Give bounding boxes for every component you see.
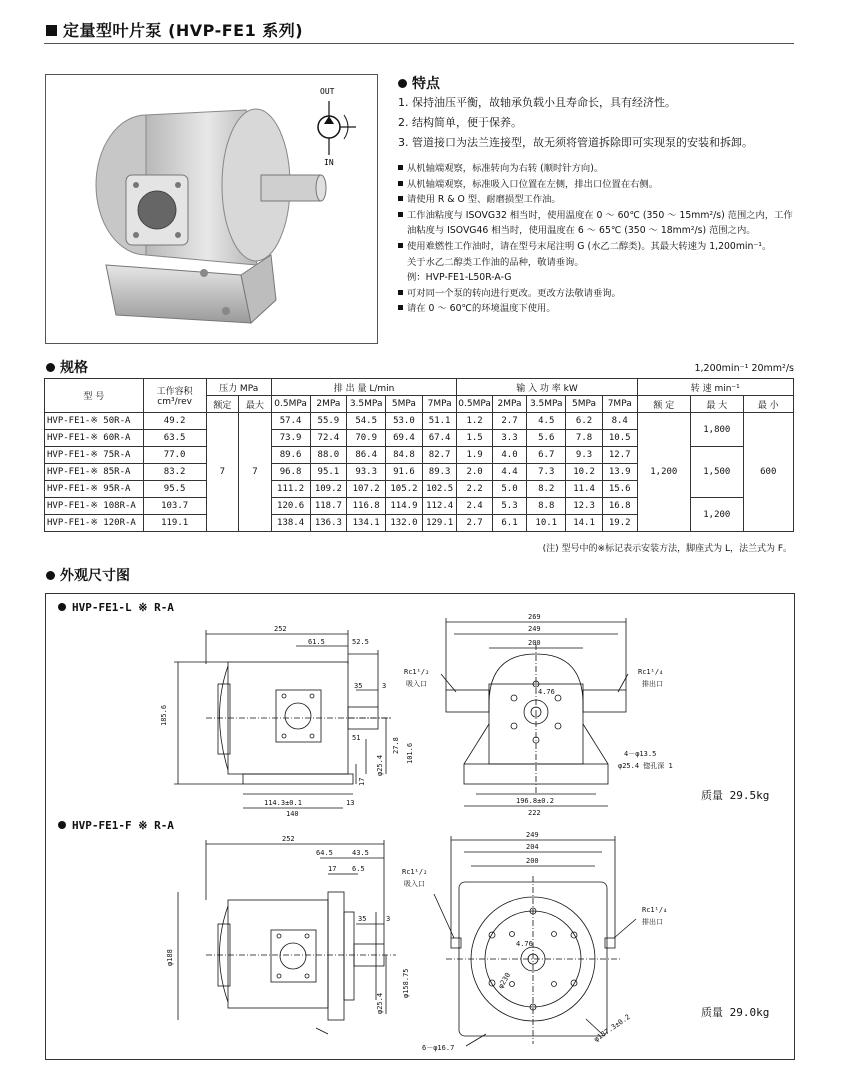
dim-label: 249: [526, 831, 539, 839]
foot-mass: 质量 29.5kg: [701, 789, 770, 802]
features-numbered-list: [398, 93, 753, 153]
list-item: 请在 0 ～ 60℃的环境温度下使用。: [398, 301, 794, 317]
dim-label: 140: [286, 810, 299, 818]
table-cell: 15.6: [602, 481, 637, 498]
table-cell: 1.5: [457, 430, 492, 447]
dim-label: φ188: [166, 949, 174, 966]
square-bullet-icon: [398, 212, 403, 217]
table-cell: 103.7: [143, 498, 206, 515]
list-item-cont: 关于水乙二醇类工作油的品种，敬请垂询。: [407, 256, 584, 268]
th-max: 最大: [239, 396, 272, 413]
table-cell: 119.1: [143, 515, 206, 532]
flange-mass: 质量 29.0kg: [701, 1006, 770, 1019]
dim-label: φ230: [496, 971, 513, 990]
table-cell: 132.0: [386, 515, 423, 532]
table-cell: 88.0: [310, 447, 347, 464]
dim-label: 17: [358, 777, 366, 786]
feature-item: 3. 管道接口为法兰连接型，故无须将管道拆除即可实现泵的安装和拆卸。: [398, 136, 753, 149]
table-cell: 89.6: [271, 447, 310, 464]
dim-label: 4.76: [516, 940, 533, 948]
dim-label: 17: [328, 865, 337, 873]
square-bullet-icon: [398, 181, 403, 186]
dim-label: 6.5: [352, 865, 365, 873]
list-item-cont: 油粘度与 ISOVG46 相当时，使用温度在 6 ～ 65℃ (350 ～ 18mm²/s) 范围之内。: [407, 225, 756, 237]
dim-label: φ187.3±0.2: [592, 1012, 632, 1044]
dimension-drawings: [46, 594, 794, 1059]
th-p: 5MPa: [386, 396, 423, 413]
table-cell: 1,500: [691, 447, 743, 498]
table-cell: 63.5: [143, 430, 206, 447]
table-cell: 95.1: [310, 464, 347, 481]
dim-label: Rc1¹/₄: [638, 668, 664, 676]
table-row: [45, 413, 794, 430]
table-cell: 70.9: [347, 430, 386, 447]
dim-label: 4－φ13.5: [624, 750, 657, 758]
features-heading: 特点: [398, 73, 440, 93]
table-cell: 12.7: [602, 447, 637, 464]
table-cell: 89.3: [422, 464, 457, 481]
dim-label: 35: [358, 915, 367, 923]
table-cell: 4.0: [492, 447, 527, 464]
table-cell: HVP-FE1-※ 75R-A: [45, 447, 144, 464]
table-cell: 6.1: [492, 515, 527, 532]
title-square-icon: [46, 25, 57, 36]
bullet-dot-icon: [46, 571, 55, 580]
th-p: 0.5MPa: [457, 396, 492, 413]
table-cell: HVP-FE1-※ 95R-A: [45, 481, 144, 498]
dimensions-heading: 外观尺寸图: [46, 565, 130, 585]
table-cell: 111.2: [271, 481, 310, 498]
flange-front-view: [434, 836, 636, 1046]
table-cell: 96.8: [271, 464, 310, 481]
dim-label: 101.6: [406, 742, 414, 764]
table-cell: 51.1: [422, 413, 457, 430]
dim-label: 61.5: [308, 638, 325, 646]
port-label: 排出口: [642, 680, 663, 688]
bullet-dot-icon: [398, 79, 407, 88]
dim-label: 269: [528, 613, 541, 621]
dim-label: 222: [528, 809, 541, 817]
dim-label: 51: [352, 734, 361, 742]
table-cell: HVP-FE1-※ 50R-A: [45, 413, 144, 430]
th-p: 3.5MPa: [527, 396, 566, 413]
th-capacity: 工作容积 cm³/rev: [143, 379, 206, 413]
table-cell: 134.1: [347, 515, 386, 532]
table-cell: 53.0: [386, 413, 423, 430]
table-cell: 69.4: [386, 430, 423, 447]
table-cell: 8.2: [527, 481, 566, 498]
feature-item: 2. 结构简单，便于保养。: [398, 116, 522, 129]
table-cell: HVP-FE1-※ 60R-A: [45, 430, 144, 447]
list-item: 从机轴端观察，标准吸入口位置在左侧，排出口位置在右侧。: [398, 177, 794, 193]
dim-label: 185.6: [160, 704, 168, 726]
dim-label: φ158.75: [402, 968, 410, 998]
table-cell: 1,800: [691, 413, 743, 447]
table-cell: 8.8: [527, 498, 566, 515]
th-speed: 转 速 min⁻¹: [637, 379, 793, 396]
square-bullet-icon: [398, 196, 403, 201]
square-bullet-icon: [398, 243, 403, 248]
table-cell: 5.6: [527, 430, 566, 447]
dim-label: 204: [526, 843, 539, 851]
dim-label: 3: [382, 682, 387, 690]
th-p: 7MPa: [602, 396, 637, 413]
table-cell: 67.4: [422, 430, 457, 447]
table-cell: 4.5: [527, 413, 566, 430]
table-cell: 5.0: [492, 481, 527, 498]
table-cell: 95.5: [143, 481, 206, 498]
table-cell: 2.4: [457, 498, 492, 515]
table-cell: 19.2: [602, 515, 637, 532]
specs-condition: 1,200min⁻¹ 20mm²/s: [694, 363, 794, 374]
symbol-out-label: OUT: [320, 87, 335, 96]
list-item: 可对同一个泵的转向进行更改。更改方法敬请垂询。: [398, 286, 794, 302]
port-label: 吸入口: [404, 880, 425, 888]
table-cell: 2.0: [457, 464, 492, 481]
table-cell: 2.7: [457, 515, 492, 532]
dim-label: 13: [346, 799, 355, 807]
bullet-dot-icon: [58, 603, 66, 611]
th-rated: 额定: [206, 396, 239, 413]
square-bullet-icon: [398, 290, 403, 295]
dim-label: 4.76: [538, 688, 555, 696]
table-cell: 105.2: [386, 481, 423, 498]
spec-table: [44, 378, 794, 532]
pump-illustration: [46, 75, 377, 343]
specs-heading: 规格: [46, 357, 88, 377]
table-cell: 2.2: [457, 481, 492, 498]
dim-label: 6－φ16.7: [422, 1044, 455, 1052]
table-cell: 1.2: [457, 413, 492, 430]
table-cell: 7: [206, 413, 239, 532]
table-cell: 9.3: [566, 447, 603, 464]
table-cell: 49.2: [143, 413, 206, 430]
th-p: 0.5MPa: [271, 396, 310, 413]
table-cell: 7.8: [566, 430, 603, 447]
table-cell: 16.8: [602, 498, 637, 515]
bullet-dot-icon: [58, 821, 66, 829]
table-cell: 2.7: [492, 413, 527, 430]
dim-label: φ25.4: [376, 754, 384, 776]
dim-label: 35: [354, 682, 363, 690]
th-p: 7MPa: [422, 396, 457, 413]
table-cell: 83.2: [143, 464, 206, 481]
table-cell: 136.3: [310, 515, 347, 532]
table-cell: 109.2: [310, 481, 347, 498]
list-item: 从机轴端观察，标准转向为右转 (顺时针方向)。: [398, 161, 794, 177]
table-cell: 6.2: [566, 413, 603, 430]
table-cell: 102.5: [422, 481, 457, 498]
table-cell: 112.4: [422, 498, 457, 515]
port-label: 排出口: [642, 918, 663, 926]
table-cell: 8.4: [602, 413, 637, 430]
table-cell: HVP-FE1-※ 120R-A: [45, 515, 144, 532]
table-cell: 4.4: [492, 464, 527, 481]
list-item-cont: 例：HVP-FE1-L50R-A-G: [407, 272, 512, 284]
title-divider: [44, 43, 794, 44]
table-cell: 77.0: [143, 447, 206, 464]
foot-mount-title: HVP-FE1-L ※ R-A: [72, 601, 174, 614]
table-cell: 10.5: [602, 430, 637, 447]
table-cell: 91.6: [386, 464, 423, 481]
table-cell: 10.2: [566, 464, 603, 481]
table-cell: 3.3: [492, 430, 527, 447]
table-cell: 93.3: [347, 464, 386, 481]
square-bullet-icon: [398, 165, 403, 170]
th-p: 2MPa: [310, 396, 347, 413]
th-p: 3.5MPa: [347, 396, 386, 413]
table-cell: 12.3: [566, 498, 603, 515]
list-item: 使用难燃性工作油时，请在型号末尾注明 G (水乙二醇类)。其最大转速为 1,200min⁻¹。: [398, 239, 794, 255]
table-cell: 14.1: [566, 515, 603, 532]
feature-item: 1. 保持油压平衡，故轴承负载小且寿命长，具有经济性。: [398, 96, 676, 109]
th-pressure: 压力 MPa: [206, 379, 271, 396]
list-item: 工作油粘度与 ISOVG32 相当时，使用温度在 0 ～ 60℃ (350 ～ 15mm²/s) 范围之内，工作: [398, 208, 794, 224]
table-cell: 84.8: [386, 447, 423, 464]
table-cell: 57.4: [271, 413, 310, 430]
table-cell: 73.9: [271, 430, 310, 447]
list-item: 请使用 R & O 型、耐磨损型工作油。: [398, 192, 794, 208]
dim-label: 43.5: [352, 849, 369, 857]
th-model: 型 号: [45, 379, 144, 413]
th-speed-rated: 额 定: [637, 396, 691, 413]
dim-label: φ25.4 锪孔深 1: [618, 762, 673, 770]
port-label: 吸入口: [406, 680, 427, 688]
table-cell: 114.9: [386, 498, 423, 515]
table-cell: 138.4: [271, 515, 310, 532]
symbol-in-label: IN: [324, 158, 334, 167]
table-cell: 6.7: [527, 447, 566, 464]
table-cell: 1,200: [691, 498, 743, 532]
spec-note: (注) 型号中的※标记表示安装方法，脚座式为 L，法兰式为 F。: [542, 544, 792, 554]
table-cell: 118.7: [310, 498, 347, 515]
table-cell: 86.4: [347, 447, 386, 464]
page-title: 定量型叶片泵 (HVP-FE1 系列): [46, 18, 303, 41]
table-cell: 7.3: [527, 464, 566, 481]
table-cell: 13.9: [602, 464, 637, 481]
dimension-drawing-box: [45, 593, 795, 1060]
th-speed-max: 最 大: [691, 396, 743, 413]
th-p: 2MPa: [492, 396, 527, 413]
th-flow: 排 出 量 L/min: [271, 379, 457, 396]
th-p: 5MPa: [566, 396, 603, 413]
table-cell: 107.2: [347, 481, 386, 498]
table-cell: 7: [239, 413, 272, 532]
table-cell: 129.1: [422, 515, 457, 532]
bullet-dot-icon: [46, 363, 55, 372]
dim-label: 252: [274, 625, 287, 633]
table-cell: 120.6: [271, 498, 310, 515]
table-cell: 1,200: [637, 413, 691, 532]
features-bullet-list: [398, 161, 794, 317]
dim-label: 3: [386, 915, 391, 923]
table-cell: 116.8: [347, 498, 386, 515]
dim-label: 249: [528, 625, 541, 633]
dim-label: 200: [528, 639, 541, 647]
table-cell: HVP-FE1-※ 108R-A: [45, 498, 144, 515]
table-cell: 54.5: [347, 413, 386, 430]
dim-label: 114.3±0.1: [264, 799, 302, 807]
table-cell: 72.4: [310, 430, 347, 447]
table-cell: 55.9: [310, 413, 347, 430]
table-cell: 600: [743, 413, 793, 532]
table-cell: 10.1: [527, 515, 566, 532]
dim-label: 196.8±0.2: [516, 797, 554, 805]
dim-label: 27.8: [392, 737, 400, 754]
product-photo: [45, 74, 378, 344]
square-bullet-icon: [398, 305, 403, 310]
table-cell: 5.3: [492, 498, 527, 515]
dim-label: 252: [282, 835, 295, 843]
dim-label: 200: [526, 857, 539, 865]
dim-label: 52.5: [352, 638, 369, 646]
table-cell: 1.9: [457, 447, 492, 464]
dim-label: φ25.4: [376, 992, 384, 1014]
table-cell: HVP-FE1-※ 85R-A: [45, 464, 144, 481]
dim-label: Rc1¹/₂: [404, 668, 430, 676]
dim-label: Rc1¹/₄: [642, 906, 668, 914]
dim-label: 64.5: [316, 849, 333, 857]
dim-label: Rc1¹/₂: [402, 868, 428, 876]
th-speed-min: 最 小: [743, 396, 793, 413]
table-cell: 82.7: [422, 447, 457, 464]
th-power: 输 入 功 率 kW: [457, 379, 637, 396]
flange-mount-title: HVP-FE1-F ※ R-A: [72, 819, 174, 832]
table-cell: 11.4: [566, 481, 603, 498]
